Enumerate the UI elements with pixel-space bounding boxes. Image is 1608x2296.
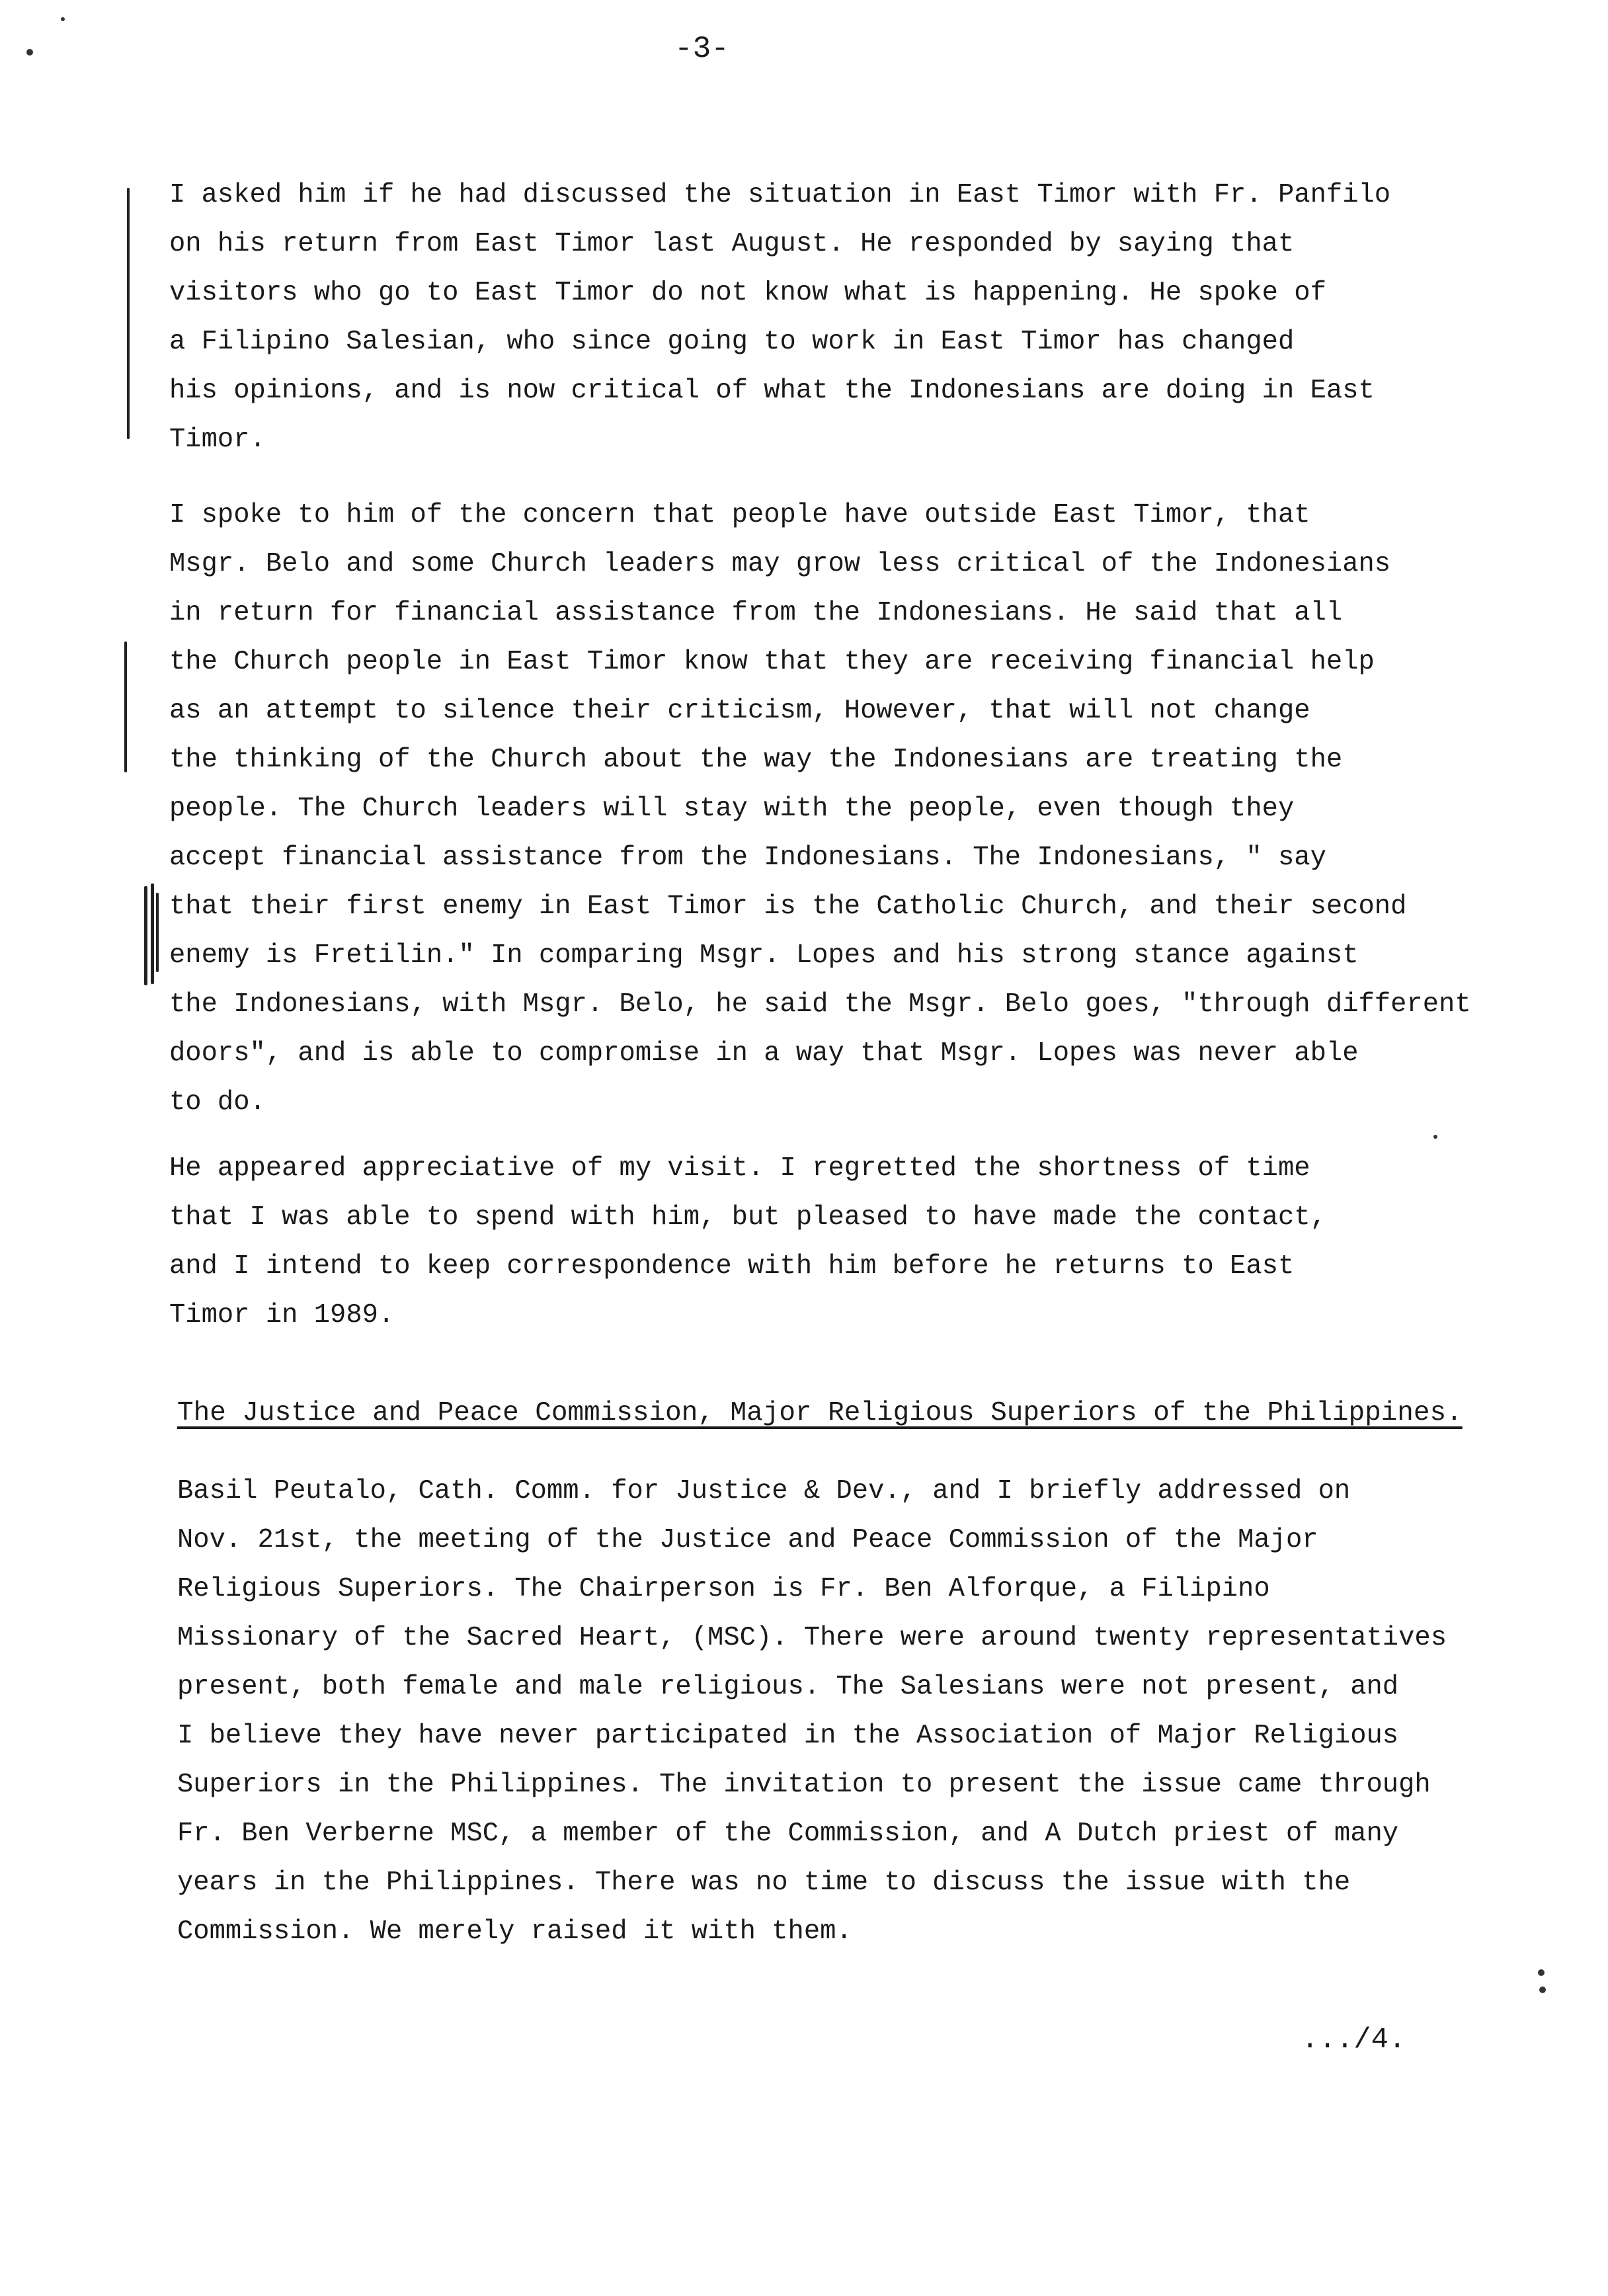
text-line: He appeared appreciative of my visit. I regretted the shortness of time [169,1153,1310,1184]
scan-speck [1433,1135,1437,1139]
margin-bracket-3b [151,883,154,984]
text-line: Fr. Ben Verberne MSC, a member of the Commission, and A Dutch priest of many [177,1819,1399,1849]
text-line: Superiors in the Philippines. The invitation to present the issue came through [177,1770,1431,1800]
text-line: in return for financial assistance from the Indonesians. He said that all [169,598,1343,628]
text-line: Timor. [169,425,266,455]
text-line: years in the Philippines. There was no time to discuss the issue with the [177,1867,1351,1898]
text-line: a Filipino Salesian, who since going to work in East Timor has changed [169,327,1295,357]
text-line: accept financial assistance from the Indonesians. The Indonesians, " say [169,842,1326,873]
text-line: enemy is Fretilin." In comparing Msgr. Lopes and his strong stance against [169,940,1359,971]
scan-speck [1538,1969,1545,1976]
text-line: doors", and is able to compromise in a way that Msgr. Lopes was never able [169,1038,1359,1069]
text-line: I spoke to him of the concern that people have outside East Timor, that [169,500,1310,530]
section-heading: The Justice and Peace Commission, Major Religious Superiors of the Philippines. [177,1398,1463,1428]
text-line: visitors who go to East Timor do not know what is happening. He spoke of [169,278,1326,308]
text-line: Missionary of the Sacred Heart, (MSC). There were around twenty representatives [177,1623,1447,1653]
continuation-marker: .../4. [1301,2024,1406,2057]
text-line: Basil Peutalo, Cath. Comm. for Justice & Dev., and I briefly addressed on [177,1476,1351,1506]
text-line: Religious Superiors. The Chairperson is Fr. Ben Alforque, a Filipino [177,1574,1270,1604]
margin-bracket-1 [127,188,130,439]
margin-bracket-3a [144,886,147,985]
text-line: his opinions, and is now critical of what the Indonesians are doing in East [169,376,1375,406]
text-line: the Indonesians, with Msgr. Belo, he said the Msgr. Belo goes, "through different [169,989,1471,1020]
margin-bracket-2 [124,641,127,772]
paragraph-4 [177,1467,1526,1956]
text-line: that their first enemy in East Timor is the Catholic Church, and their second [169,891,1407,922]
text-line: the Church people in East Timor know that they are receiving financial help [169,647,1375,677]
text-line: Nov. 21st, the meeting of the Justice and Peace Commission of the Major [177,1525,1318,1555]
scan-speck [1539,1987,1546,1993]
paragraph-3 [169,1144,1518,1340]
text-line: people. The Church leaders will stay with the people, even though they [169,794,1295,824]
text-line: present, both female and male religious. The Salesians were not present, and [177,1672,1399,1702]
text-line: on his return from East Timor last August. He responded by saying that [169,229,1295,259]
text-line: that I was able to spend with him, but pleased to have made the contact, [169,1202,1326,1233]
text-line: Msgr. Belo and some Church leaders may grow less critical of the Indonesians [169,549,1391,579]
scan-speck [61,17,65,21]
paragraph-1 [169,171,1518,464]
text-line: I believe they have never participated in the Association of Major Religious [177,1721,1399,1751]
text-line: and I intend to keep correspondence with him before he returns to East [169,1251,1295,1282]
scan-speck [26,49,33,56]
text-line: Commission. We merely raised it with them. [177,1916,852,1947]
page-number: -3- [674,32,729,66]
text-line: Timor in 1989. [169,1300,395,1331]
paragraph-2 [169,491,1518,1127]
text-line: the thinking of the Church about the way the Indonesians are treating the [169,745,1343,775]
text-line: I asked him if he had discussed the situation in East Timor with Fr. Panfilo [169,180,1391,210]
text-line: as an attempt to silence their criticism, However, that will not change [169,696,1310,726]
margin-bracket-3c [156,893,159,972]
text-line: to do. [169,1087,266,1118]
